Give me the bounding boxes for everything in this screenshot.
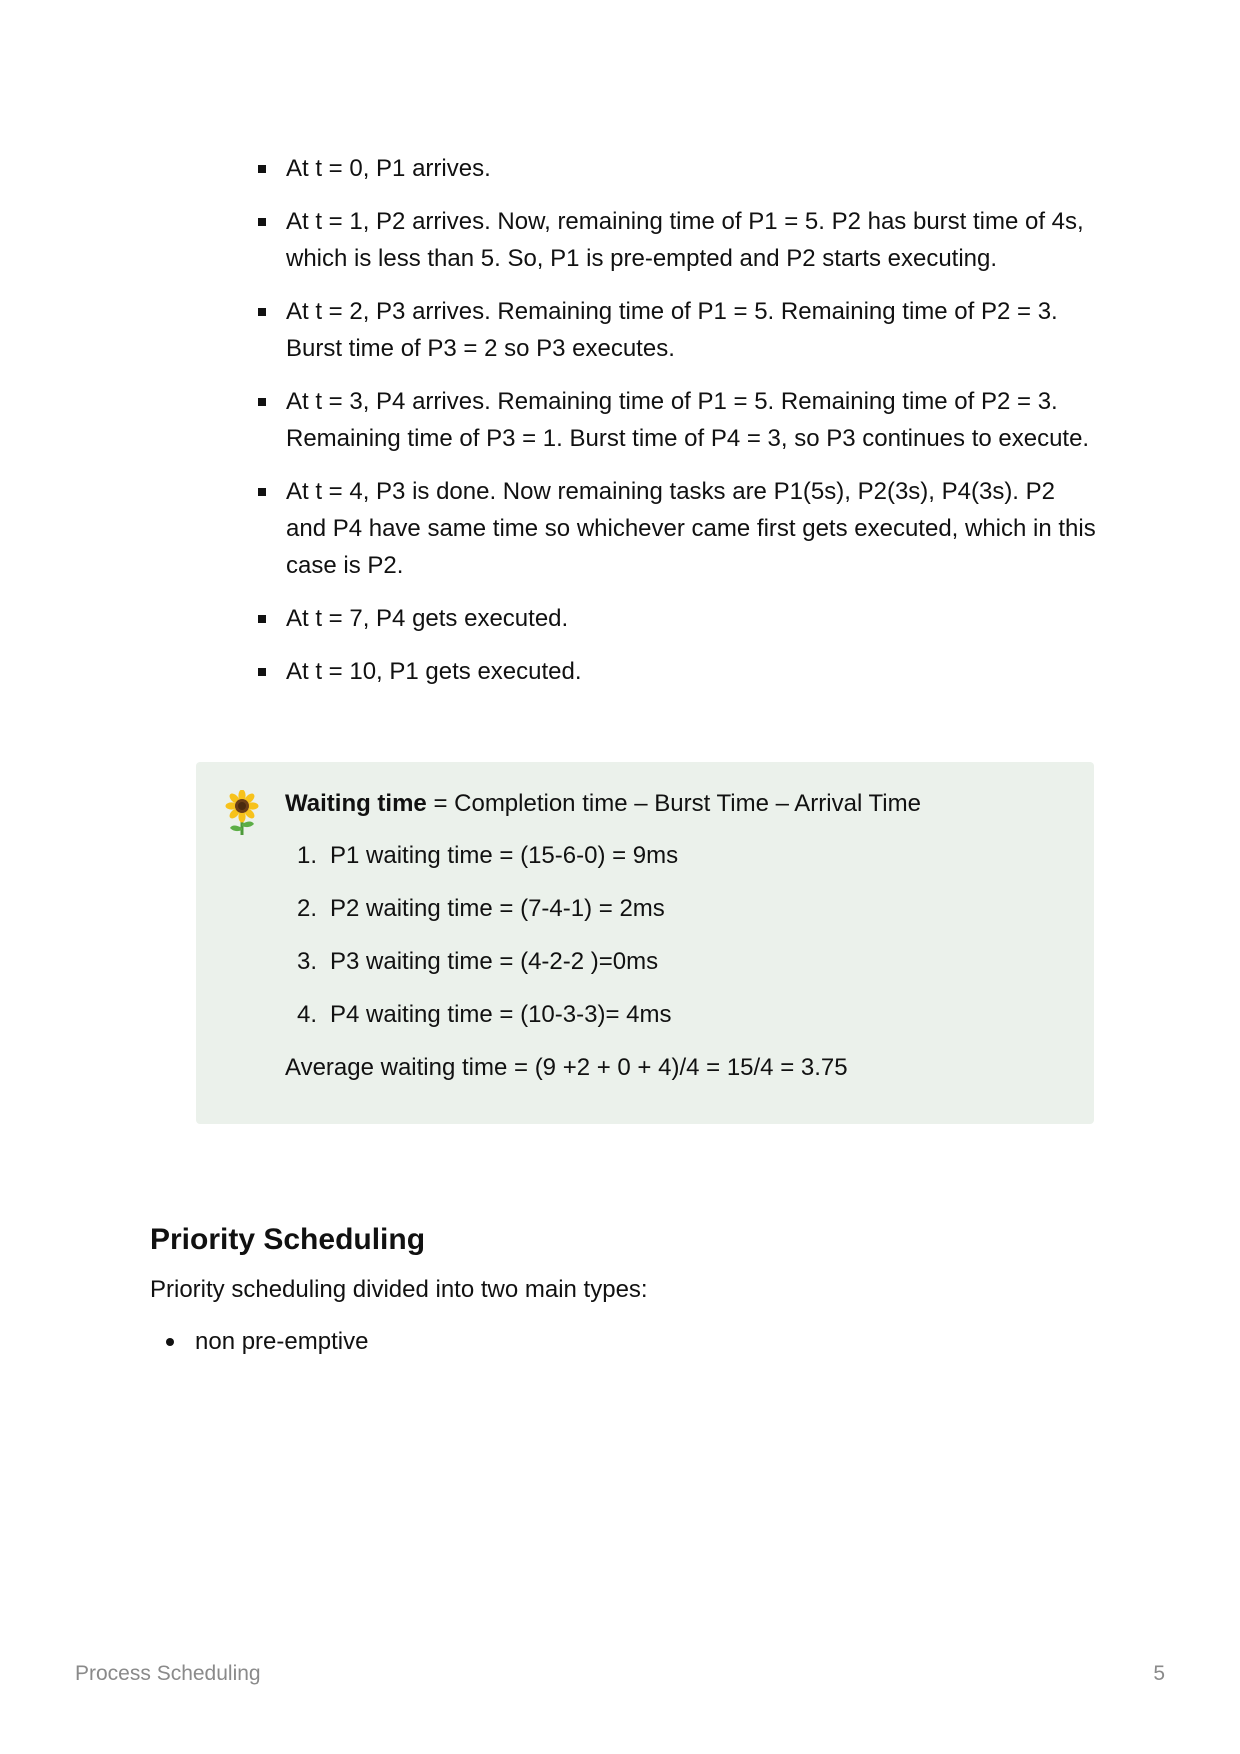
list-item	[258, 600, 1098, 637]
scheduling-types-list	[166, 1324, 368, 1360]
sunflower-icon	[222, 790, 262, 836]
list-item-text: non pre-emptive	[195, 1328, 369, 1355]
list-item	[285, 891, 1065, 927]
list-item	[285, 944, 1065, 980]
section-heading: Priority Scheduling	[150, 1223, 426, 1256]
list-item	[285, 838, 1065, 874]
list-item-text: P4 waiting time = (10-3-3)= 4ms	[330, 1001, 672, 1028]
list-item	[285, 997, 1065, 1033]
waiting-time-formula	[285, 786, 1065, 822]
list-item-text: At t = 10, P1 gets executed.	[286, 658, 582, 685]
timeline-bullet-list	[258, 150, 1098, 706]
square-bullet-icon	[258, 398, 266, 406]
waiting-time-callout	[196, 762, 1094, 1124]
list-item-text: P2 waiting time = (7-4-1) = 2ms	[330, 895, 665, 922]
formula-expression: = Completion time – Burst Time – Arrival Time	[426, 790, 921, 817]
list-item	[258, 383, 1098, 457]
list-item	[258, 150, 1098, 187]
list-item-text: P3 waiting time = (4-2-2 )=0ms	[330, 948, 659, 975]
list-item-number: 3.	[297, 948, 318, 975]
list-item	[258, 473, 1098, 584]
square-bullet-icon	[258, 668, 266, 676]
dot-bullet-icon	[166, 1338, 174, 1346]
list-item-text: At t = 1, P2 arrives. Now, remaining time of P1 = 5. P2 has burst time of 4s, which is less than 5. So, P1 is pre-empted and P2 starts executing.	[286, 208, 1084, 272]
list-item-text: At t = 7, P4 gets executed.	[286, 605, 569, 632]
list-item-number: 1.	[297, 842, 318, 869]
list-item	[258, 653, 1098, 690]
list-item-number: 4.	[297, 1001, 318, 1028]
square-bullet-icon	[258, 165, 266, 173]
footer-document-title: Process Scheduling	[75, 1662, 261, 1685]
list-item-text: At t = 3, P4 arrives. Remaining time of P1 = 5. Remaining time of P2 = 3. Remaining time of P3 = 1. Burst time of P4 = 3, so P3 continues to execute.	[286, 388, 1090, 452]
average-waiting-time: Average waiting time = (9 +2 + 0 + 4)/4 = 15/4 = 3.75	[285, 1054, 848, 1081]
list-item-text: At t = 2, P3 arrives. Remaining time of P1 = 5. Remaining time of P2 = 3. Burst time of P3 = 2 so P3 executes.	[286, 298, 1058, 362]
formula-label: Waiting time	[285, 790, 427, 817]
list-item-text: At t = 0, P1 arrives.	[286, 155, 491, 182]
square-bullet-icon	[258, 218, 266, 226]
square-bullet-icon	[258, 308, 266, 316]
list-item-text: P1 waiting time = (15-6-0) = 9ms	[330, 842, 679, 869]
list-item-number: 2.	[297, 895, 318, 922]
section-intro: Priority scheduling divided into two main types:	[150, 1276, 648, 1303]
list-item	[258, 293, 1098, 367]
footer-page-number: 5	[1153, 1662, 1165, 1685]
list-item	[258, 203, 1098, 277]
callout-content	[285, 786, 1065, 1110]
square-bullet-icon	[258, 488, 266, 496]
waiting-time-list	[285, 838, 1065, 1033]
list-item-text: At t = 4, P3 is done. Now remaining tasks are P1(5s), P2(3s), P4(3s). P2 and P4 have same time so whichever came first gets executed, which in this case is P2.	[286, 478, 1096, 579]
square-bullet-icon	[258, 615, 266, 623]
list-item	[166, 1324, 368, 1360]
